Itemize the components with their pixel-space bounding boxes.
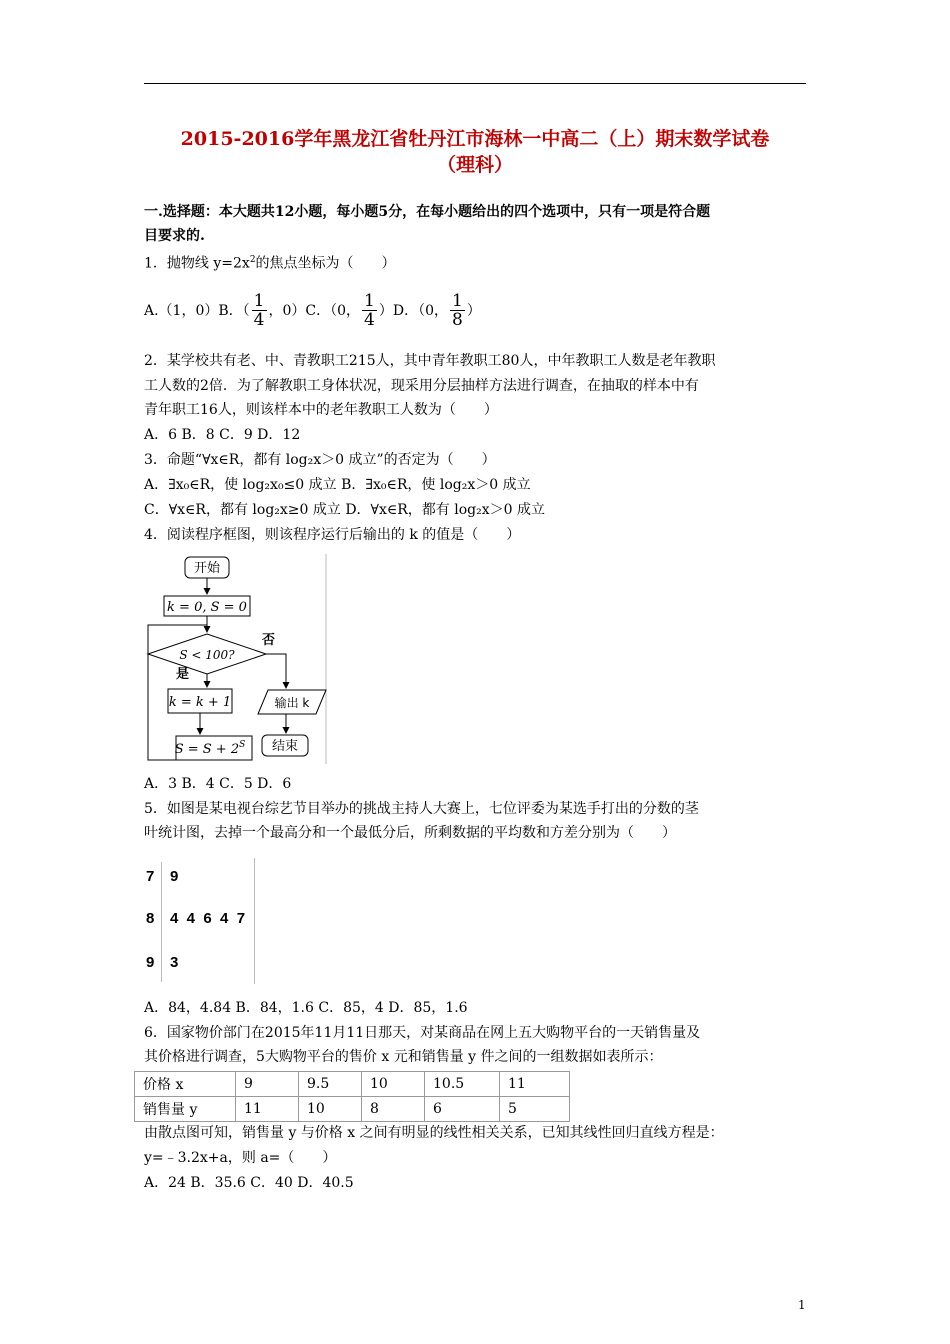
table-cell: 10 [299, 1097, 362, 1122]
table-cell: 9.5 [299, 1072, 362, 1097]
q4-options: A．3 B．4 C．5 D．6 [144, 776, 292, 792]
leaves-9: 3 [170, 954, 179, 971]
table-cell: 8 [362, 1097, 425, 1122]
page-title: 2015-2016学年黑龙江省牡丹江市海林一中高二（上）期末数学试卷 [180, 128, 770, 150]
page-number: 1 [798, 1298, 806, 1312]
q4-stem: 4．阅读程序框图，则该程序运行后输出的 k 的值是（ ） [144, 527, 521, 543]
table-row [135, 1072, 570, 1097]
flow-no-label: 否 [262, 633, 276, 648]
stem-8: 8 [146, 910, 155, 927]
q3-options-2: C．∀x∈R，都有 log₂x≥0 成立 D．∀x∈R，都有 log₂x＞0 成立 [144, 502, 545, 518]
q1-stem: 1．抛物线 $y=2x^2$的焦点坐标为（ ） [144, 255, 396, 272]
table-cell: 11 [500, 1072, 570, 1097]
flow-step2-label: $S = S + 2^S$ [174, 740, 246, 757]
flow-output-label: 输出 k [274, 696, 310, 710]
fraction-c: $\frac{1}{4}$ [364, 290, 375, 330]
q3-stem: 3．命题“∀x∈R，都有 log₂x＞0 成立”的否定为（ ） [144, 452, 496, 468]
leaves-8: 4 4 6 4 7 [170, 910, 246, 927]
flow-init-label: k = 0, S = 0 [167, 600, 247, 615]
stem-leaf-plot [144, 858, 256, 984]
fraction-d: $\frac{1}{8}$ [452, 290, 463, 330]
stem-9: 9 [146, 954, 155, 971]
figure-border [254, 858, 255, 984]
table-cell: 6 [425, 1097, 500, 1122]
q6-line4: y=﹣3.2x+a，则 a=（ ） [144, 1150, 337, 1166]
q1-options: A.（1，0）B．（ $\frac{1}{4}$ ，0）C．（0， $\frac{1}{4}$ ）D．（0， $\frac{1}{8}$ ） [144, 290, 481, 330]
section-heading-line2: 目要求的. [144, 228, 205, 244]
table-cell: 10 [362, 1072, 425, 1097]
flowchart [140, 552, 332, 766]
flow-decision-label: S < 100? [179, 648, 235, 662]
table-cell: 销售量 y [135, 1097, 236, 1122]
q3-options-1: A．∃x₀∈R，使 log₂x₀≤0 成立 B．∃x₀∈R，使 log₂x＞0 成立 [144, 477, 531, 493]
flow-yes-label: 是 [176, 667, 190, 682]
q2-line2: 工人数的2倍．为了解教职工身体状况，现采用分层抽样方法进行调查，在抽取的样本中有 [144, 378, 699, 394]
table-cell: 价格 x [135, 1072, 236, 1097]
table-cell: 11 [236, 1097, 299, 1122]
q5-line2: 叶统计图，去掉一个最高分和一个最低分后，所剩数据的平均数和方差分别为（ ） [144, 825, 676, 841]
stem-7: 7 [146, 868, 155, 885]
q5-options: A．84，4.84 B．84，1.6 C．85，4 D．85，1.6 [144, 1000, 468, 1016]
page-subtitle: （理科） [436, 154, 513, 176]
q6-line1: 6．国家物价部门在2015年11月11日那天，对某商品在网上五大购物平台的一天销售量及 [144, 1025, 701, 1041]
flow-start-label: 开始 [193, 561, 221, 576]
q2-options: A．6 B．8 C．9 D．12 [144, 427, 301, 443]
table-row [135, 1097, 570, 1122]
table-cell: 9 [236, 1072, 299, 1097]
flow-step1-label: k = k + 1 [168, 695, 232, 710]
stem-divider [161, 862, 162, 982]
header-rule [144, 83, 806, 84]
price-sales-table [134, 1071, 570, 1122]
q6-line3: 由散点图可知，销售量 y 与价格 x 之间有明显的线性相关关系，已知其线性回归直线方程是： [144, 1125, 724, 1141]
q6-line2: 其价格进行调查，5大购物平台的售价 x 元和销售量 y 件之间的一组数据如表所示： [144, 1049, 663, 1065]
section-heading-line1: 一.选择题：本大题共12小题，每小题5分，在每小题给出的四个选项中，只有一项是符合题 [144, 204, 711, 220]
fraction-b: $\frac{1}{4}$ [253, 290, 265, 330]
q5-line1: 5．如图是某电视台综艺节目举办的挑战主持人大赛上，七位评委为某选手打出的分数的茎 [144, 801, 699, 817]
leaves-7: 9 [170, 868, 179, 885]
flow-end-label: 结束 [271, 739, 299, 754]
table-cell: 5 [500, 1097, 570, 1122]
q2-line3: 青年职工16人，则该样本中的老年教职工人数为（ ） [144, 402, 498, 418]
q6-options: A．24 B．35.6 C．40 D．40.5 [144, 1175, 354, 1191]
table-cell: 10.5 [425, 1072, 500, 1097]
q2-line1: 2．某学校共有老、中、青教职工215人，其中青年教职工80人，中年教职工人数是老年教职 [144, 353, 716, 369]
